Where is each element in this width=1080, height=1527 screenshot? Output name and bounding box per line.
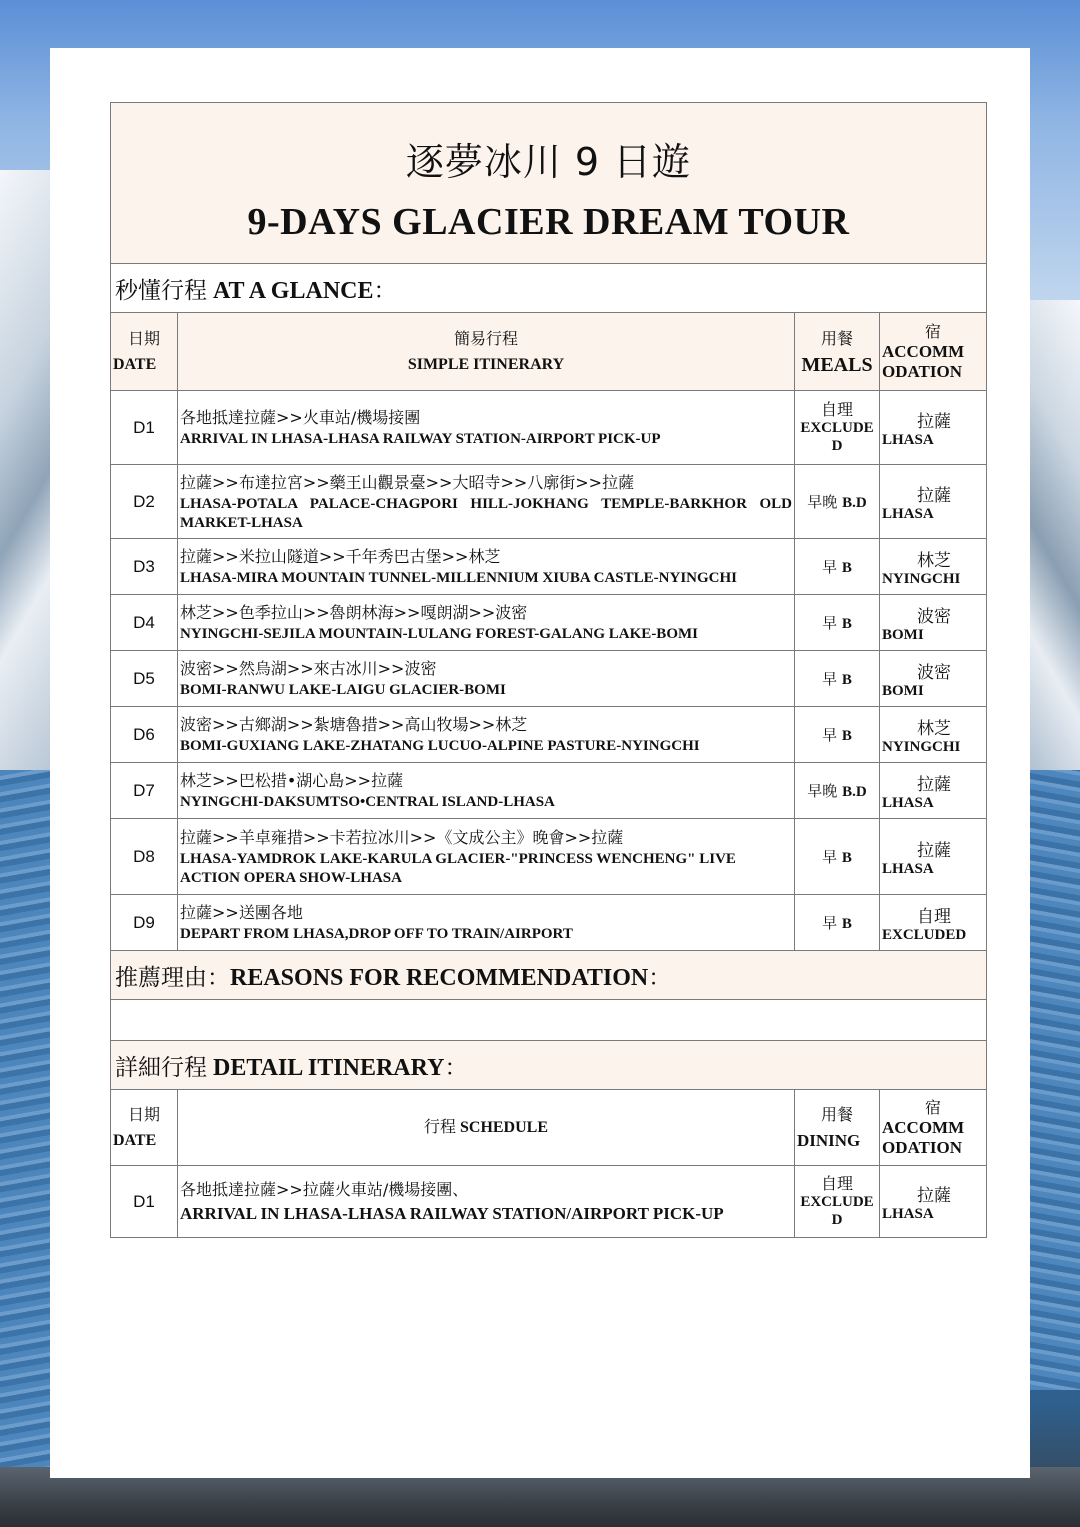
detail-header-date: 日期 DATE <box>111 1090 178 1166</box>
background-water-right <box>1028 770 1080 1390</box>
title-chinese: 逐夢冰川 9 日遊 <box>405 139 692 184</box>
header-date: 日期 DATE <box>111 313 178 391</box>
detail-header-schedule: 行程 SCHEDULE <box>178 1090 795 1166</box>
itinerary-document <box>110 102 986 1238</box>
table-row: D1 各地抵達拉薩>>火車站/機場接團 ARRIVAL IN LHASA-LHASA RAILWAY STATION-AIRPORT PICK-UP 自理 EXCLUDE D 拉薩 LHASA <box>111 391 987 465</box>
section-heading-zh: 秒懂行程 <box>115 277 207 304</box>
table-row: D3 拉薩>>米拉山隧道>>千年秀巴古堡>>林芝 LHASA-MIRA MOUNTAIN TUNNEL-MILLENNIUM XIUBA CASTLE-NYINGCHI 早 B 林芝 NYINGCHI <box>111 539 987 595</box>
background-water-left <box>0 770 52 1470</box>
detail-header-accommodation: 宿 ACCOMM ODATION <box>880 1090 987 1166</box>
detail-header-dining: 用餐 DINING <box>795 1090 880 1166</box>
itinerary-table <box>110 102 987 1238</box>
header-accommodation: 宿 ACCOMM ODATION <box>880 313 987 391</box>
table-row: D8 拉薩>>羊卓雍措>>卡若拉冰川>>《文成公主》晚會>>拉薩 LHASA-YAMDROK LAKE-KARULA GLACIER-"PRINCESS WENCHENG" LIVE ACTION OPERA SHOW-LHASA 早 B 拉薩 LHASA <box>111 819 987 895</box>
table-row: D5 波密>>然烏湖>>來古冰川>>波密 BOMI-RANWU LAKE-LAIGU GLACIER-BOMI 早 B 波密 BOMI <box>111 651 987 707</box>
table-row: D2 拉薩>>布達拉宮>>藥王山觀景臺>>大昭寺>>八廓街>>拉薩 LHASA-POTALA PALACE-CHAGPORI HILL-JOKHANG TEMPLE-BARKHOR OLD MARKET-LHASA 早晚 B.D 拉薩 LHASA <box>111 465 987 539</box>
section-heading-en: AT A GLANCE <box>213 277 374 304</box>
background-mountain-right <box>1028 300 1080 770</box>
table-row: D6 波密>>古鄉湖>>紮塘魯措>>高山牧場>>林芝 BOMI-GUXIANG LAKE-ZHATANG LUCUO-ALPINE PASTURE-NYINGCHI 早 B 林芝 NYINGCHI <box>111 707 987 763</box>
day-label: D1 <box>111 391 178 465</box>
title-english: 9-DAYS GLACIER DREAM TOUR <box>247 200 850 243</box>
header-meals: 用餐 MEALS <box>795 313 880 391</box>
reasons-body <box>111 1000 987 1041</box>
section-detail-itinerary: 詳細行程 DETAIL ITINERARY： <box>111 1041 987 1090</box>
table-row: D7 林芝>>巴松措•湖心島>>拉薩 NYINGCHI-DAKSUMTSO•CENTRAL ISLAND-LHASA 早晚 B.D 拉薩 LHASA <box>111 763 987 819</box>
table-row: D4 林芝>>色季拉山>>魯朗林海>>嘎朗湖>>波密 NYINGCHI-SEJILA MOUNTAIN-LULANG FOREST-GALANG LAKE-BOMI 早 B 波密 BOMI <box>111 595 987 651</box>
section-at-a-glance: 秒懂行程 AT A GLANCE： <box>111 264 987 313</box>
title-block <box>111 103 987 264</box>
table-row: D9 拉薩>>送團各地 DEPART FROM LHASA,DROP OFF TO TRAIN/AIRPORT 早 B 自理 EXCLUDED <box>111 895 987 951</box>
header-itinerary: 簡易行程 SIMPLE ITINERARY <box>178 313 795 391</box>
section-reasons: 推薦理由：REASONS FOR RECOMMENDATION： <box>111 951 987 1000</box>
table-row: D1 各地抵達拉薩>>拉薩火車站/機場接團、 ARRIVAL IN LHASA-LHASA RAILWAY STATION/AIRPORT PICK-UP 自理 EXCLUDE D 拉薩 LHASA <box>111 1166 987 1238</box>
